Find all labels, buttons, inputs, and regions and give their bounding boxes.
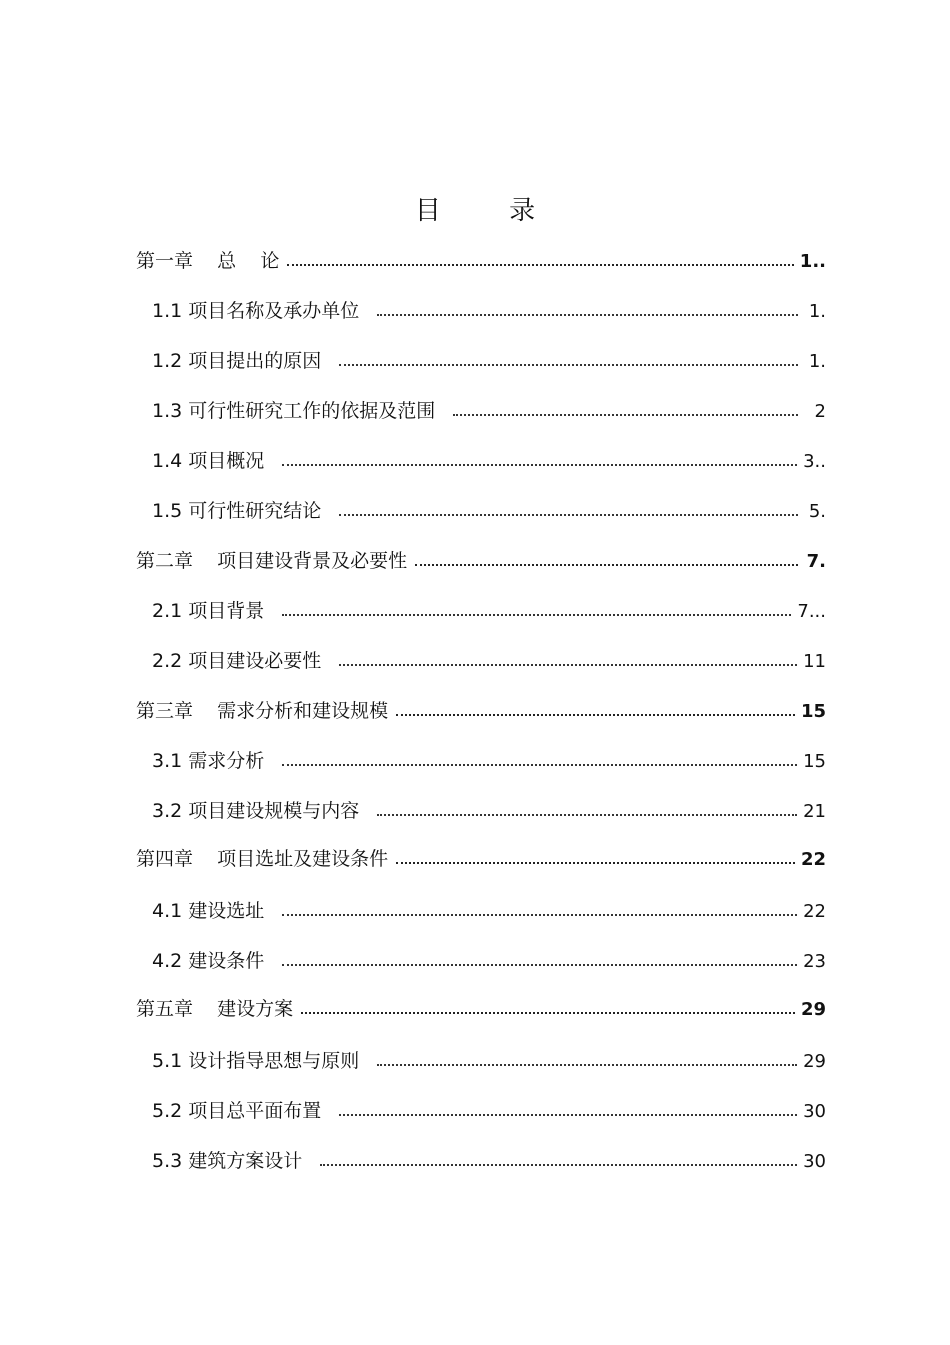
- dot-leader: [339, 1114, 797, 1116]
- toc-entry-label: 第四章 项目选址及建设条件: [136, 847, 389, 870]
- dot-leader: [377, 814, 797, 816]
- toc-entry-page: 15: [803, 750, 826, 772]
- toc-entry-section-1-4[interactable]: [152, 436, 826, 486]
- dot-leader: [320, 1164, 797, 1166]
- toc-entry-page: 2: [814, 400, 826, 422]
- dot-leader: [339, 664, 797, 666]
- toc-entry-chapter-4[interactable]: [136, 834, 826, 884]
- toc-entry-section-5-1[interactable]: [152, 1036, 826, 1086]
- toc-entry-chapter-3[interactable]: [136, 686, 826, 736]
- toc-entry-page: 1..: [799, 250, 826, 272]
- toc-entry-page: 5.: [808, 500, 826, 522]
- dot-leader: [453, 414, 798, 416]
- dot-leader: [339, 364, 798, 366]
- dot-leader: [415, 564, 798, 566]
- dot-leader: [282, 914, 797, 916]
- dot-leader: [282, 464, 797, 466]
- dot-leader: [377, 314, 798, 316]
- dot-leader: [282, 964, 797, 966]
- toc-entry-label: 2.1 项目背景: [152, 599, 265, 622]
- toc-entry-page: 1.: [808, 350, 826, 372]
- toc-entry-label: 第二章 项目建设背景及必要性: [136, 549, 408, 572]
- toc-entry-chapter-5[interactable]: [136, 984, 826, 1034]
- toc-entry-section-3-1[interactable]: [152, 736, 826, 786]
- toc-entry-label: 4.1 建设选址: [152, 899, 265, 922]
- toc-entry-section-1-5[interactable]: [152, 486, 826, 536]
- toc-entry-page: 23: [803, 950, 826, 972]
- toc-entry-page: 30: [803, 1150, 826, 1172]
- dot-leader: [282, 764, 797, 766]
- toc-entry-page: 3..: [803, 450, 826, 472]
- toc-entry-section-5-2[interactable]: [152, 1086, 826, 1136]
- toc-entry-section-1-2[interactable]: [152, 336, 826, 386]
- toc-entry-label: 5.2 项目总平面布置: [152, 1099, 322, 1122]
- toc-entry-page: 7...: [797, 600, 826, 622]
- toc-entry-section-1-1[interactable]: [152, 286, 826, 336]
- toc-entry-page: 1.: [808, 300, 826, 322]
- toc-entry-section-2-2[interactable]: [152, 636, 826, 686]
- toc-entry-page: 29: [803, 1050, 826, 1072]
- toc-entry-section-5-3[interactable]: [152, 1136, 826, 1186]
- toc-entry-label: 第三章 需求分析和建设规模: [136, 699, 389, 722]
- dot-leader: [282, 614, 791, 616]
- toc-entry-chapter-1[interactable]: [136, 236, 826, 286]
- toc-entry-page: 22: [800, 848, 826, 870]
- dot-leader: [377, 1064, 797, 1066]
- toc-entry-label: 第一章 总 论: [136, 249, 280, 272]
- toc-entry-label: 1.2 项目提出的原因: [152, 349, 322, 372]
- toc-entry-section-3-2[interactable]: [152, 786, 826, 836]
- toc-entry-chapter-2[interactable]: [136, 536, 826, 586]
- toc-entry-label: 3.2 项目建设规模与内容: [152, 799, 360, 822]
- toc-entry-section-2-1[interactable]: [152, 586, 826, 636]
- dot-leader: [287, 264, 793, 266]
- dot-leader: [339, 514, 798, 516]
- toc-entry-label: 第五章 建设方案: [136, 997, 294, 1020]
- toc-entry-label: 1.1 项目名称及承办单位: [152, 299, 360, 322]
- toc-entry-page: 7.: [806, 550, 826, 572]
- toc-entry-section-4-1[interactable]: [152, 886, 826, 936]
- toc-entry-page: 29: [800, 998, 826, 1020]
- toc-entry-label: 4.2 建设条件: [152, 949, 265, 972]
- toc-entry-page: 15: [800, 700, 826, 722]
- toc-entry-page: 11: [803, 650, 826, 672]
- dot-leader: [301, 1012, 795, 1014]
- toc-entry-section-4-2[interactable]: [152, 936, 826, 986]
- dot-leader: [396, 862, 795, 864]
- toc-entry-page: 21: [803, 800, 826, 822]
- dot-leader: [396, 714, 795, 716]
- toc-entry-page: 22: [803, 900, 826, 922]
- toc-entry-label: 1.4 项目概况: [152, 449, 265, 472]
- toc-entry-label: 1.5 可行性研究结论: [152, 499, 322, 522]
- toc-entry-label: 2.2 项目建设必要性: [152, 649, 322, 672]
- toc-entry-label: 5.1 设计指导思想与原则: [152, 1049, 360, 1072]
- toc-entry-label: 3.1 需求分析: [152, 749, 265, 772]
- toc-entry-label: 1.3 可行性研究工作的依据及范围: [152, 399, 436, 422]
- toc-entry-label: 5.3 建筑方案设计: [152, 1149, 303, 1172]
- toc-entry-section-1-3[interactable]: [152, 386, 826, 436]
- toc-title: 目 录: [414, 196, 566, 226]
- toc-entry-page: 30: [803, 1100, 826, 1122]
